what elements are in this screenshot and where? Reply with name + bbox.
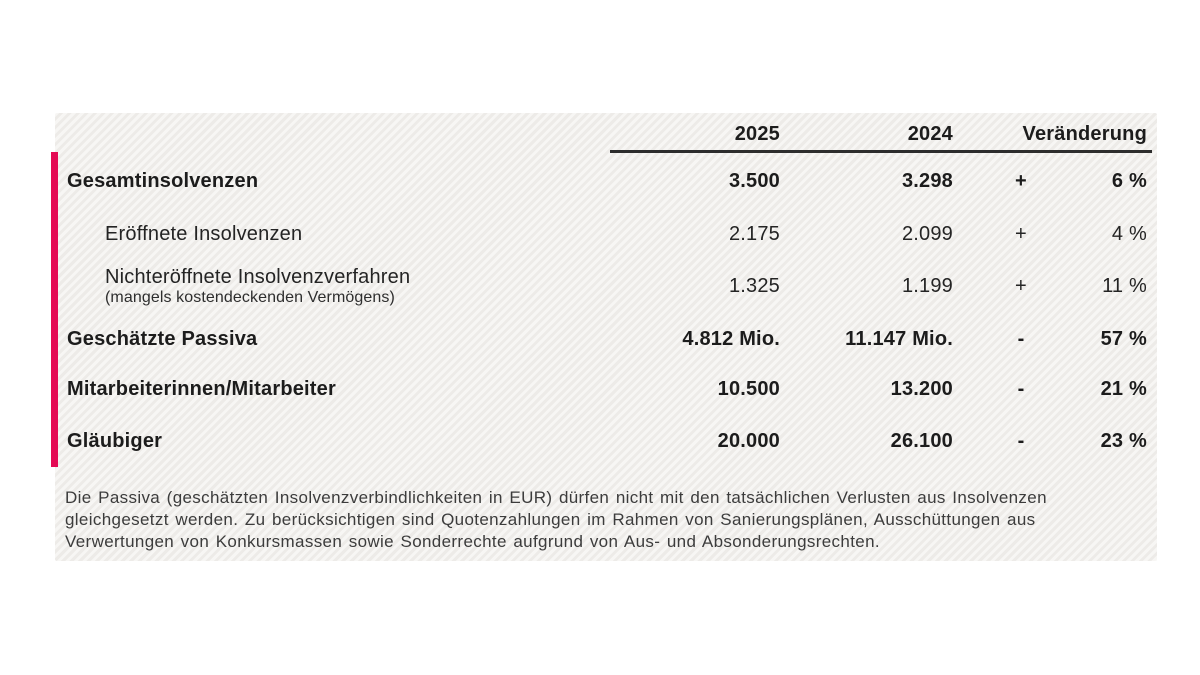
change-percent: 57 %	[1100, 327, 1147, 350]
footnote-line: Die Passiva (geschätzten Insolvenzverbindlichkeiten in EUR) dürfen nicht mit den tatsächlichen Verlusten aus Insolvenzen	[65, 488, 1047, 507]
value-2024: 2.099	[901, 222, 953, 245]
table-header	[55, 118, 1157, 150]
change-sign: -	[1017, 327, 1025, 350]
row-label: Mitarbeiterinnen/Mitarbeiter	[67, 377, 336, 400]
value-2025: 2.175	[728, 222, 780, 245]
stats-panel	[55, 113, 1157, 561]
table-row-gesamtinsolvenzen	[55, 152, 1157, 210]
value-2025: 3.500	[728, 169, 780, 192]
value-2024: 13.200	[890, 377, 953, 400]
value-2024: 26.100	[890, 429, 953, 452]
change-percent: 11 %	[1102, 275, 1147, 297]
value-2024: 11.147 Mio.	[845, 327, 953, 350]
change-sign: +	[1015, 222, 1027, 245]
change-percent: 4 %	[1111, 222, 1147, 245]
change-sign: +	[1015, 275, 1027, 297]
table-row-mitarbeiter	[55, 363, 1157, 415]
table-row-eroeffnete	[55, 210, 1157, 258]
table-body	[55, 152, 1157, 467]
change-sign: -	[1017, 429, 1025, 452]
value-2025: 1.325	[728, 275, 780, 297]
table-row-passiva	[55, 315, 1157, 363]
change-sign: -	[1017, 377, 1025, 400]
col-header-2025: 2025	[734, 122, 780, 145]
value-2025: 4.812 Mio.	[682, 327, 780, 350]
value-2024: 3.298	[901, 169, 953, 192]
table-row-nichteroeffnete	[55, 258, 1157, 315]
change-percent: 23 %	[1100, 429, 1147, 452]
footnote-line: Verwertungen von Konkursmassen sowie Sonderrechte aufgrund von Aus- und Absonderungsrechten.	[65, 532, 880, 551]
change-sign: +	[1015, 169, 1027, 192]
table-row-glaeubiger	[55, 415, 1157, 467]
row-label: Gesamtinsolvenzen	[67, 169, 259, 192]
col-header-2024: 2024	[907, 122, 953, 145]
row-sublabel: (mangels kostendeckenden Vermögens)	[105, 288, 395, 306]
col-header-change: Veränderung	[1022, 122, 1147, 145]
row-label: Eröffnete Insolvenzen	[105, 222, 303, 245]
value-2024: 1.199	[901, 275, 953, 297]
change-percent: 6 %	[1111, 169, 1147, 192]
row-label: Nichteröffnete Insolvenzverfahren (mangels kostendeckenden Vermögens)	[105, 265, 411, 306]
footnote-line: gleichgesetzt werden. Zu berücksichtigen sind Quotenzahlungen im Rahmen von Sanierungsplänen, Ausschüttungen aus	[65, 510, 1036, 529]
row-label: Gläubiger	[67, 429, 163, 452]
value-2025: 10.500	[717, 377, 780, 400]
footnote	[65, 487, 1150, 553]
change-percent: 21 %	[1100, 377, 1147, 400]
row-label: Geschätzte Passiva	[67, 327, 258, 350]
value-2025: 20.000	[717, 429, 780, 452]
